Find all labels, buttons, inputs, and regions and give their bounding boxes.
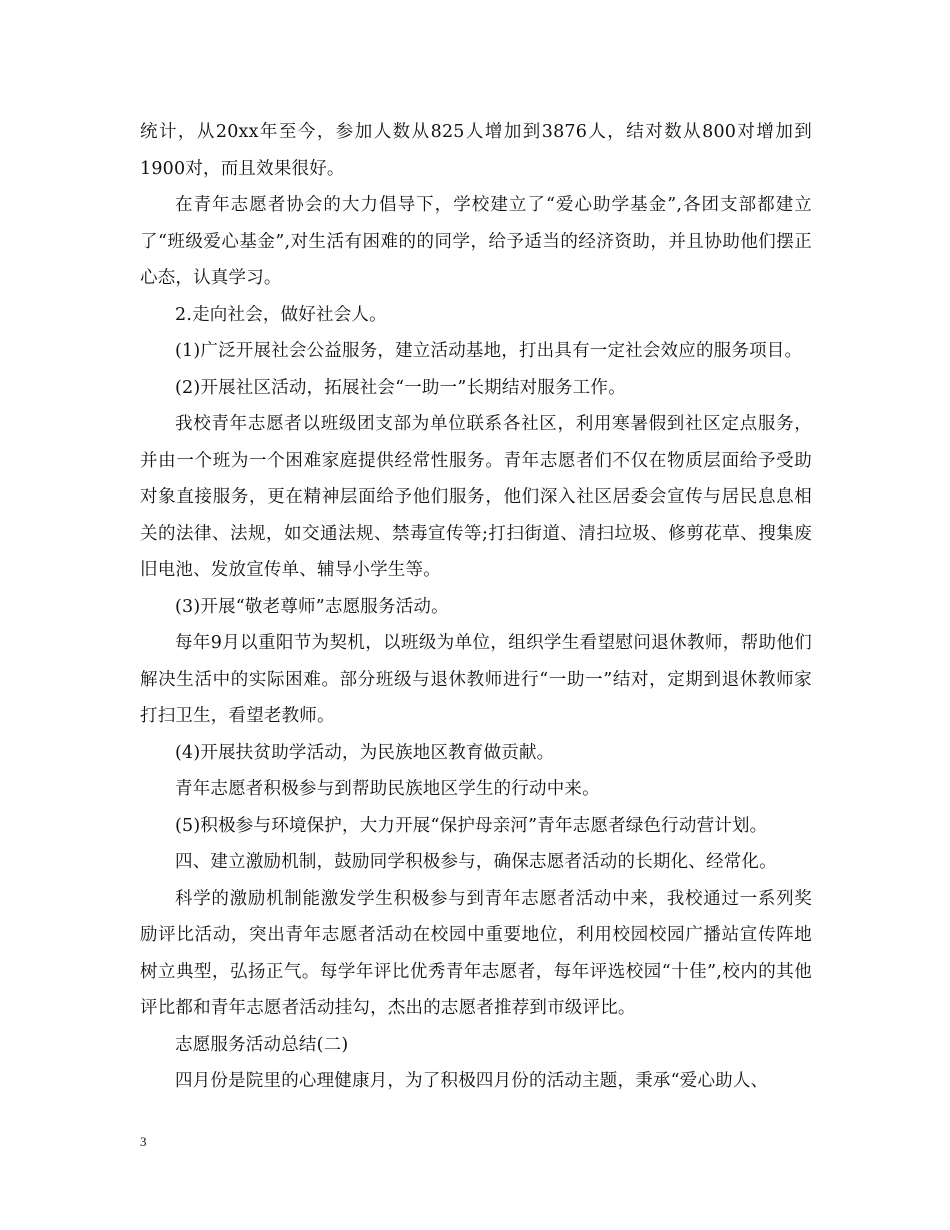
paragraph: 在青年志愿者协会的大力倡导下，学校建立了“爱心助学基金”,各团支部都建立了“班级爱心基金”,对生活有困难的的同学，给予适当的经济资助，并且协助他们摆正心态，认真学习。	[140, 195, 812, 288]
list-item: (5)积极参与环境保护，大力开展“保护母亲河”青年志愿者绿色行动营计划。	[175, 815, 768, 836]
section-title: 志愿服务活动总结(二)	[175, 1034, 349, 1055]
paragraph: 科学的激励机制能激发学生积极参与到青年志愿者活动中来，我校通过一系列奖励评比活动，突出青年志愿者活动在校园中重要地位，利用校园校园广播站宣传阵地树立典型，弘扬正气。每学年评比优秀青年志愿者，每年评选校园“十佳”,校内的其他评比都和青年志愿者活动挂勾，杰出的志愿者推荐到市级评比。	[140, 888, 812, 1018]
list-item: (2)开展社区活动，拓展社会“一助一”长期结对服务工作。	[175, 377, 626, 398]
list-item: (1)广泛开展社会公益服务，建立活动基地，打出具有一定社会效应的服务项目。	[175, 341, 803, 361]
list-item: (3)开展“敬老尊师”志愿服务活动。	[175, 596, 449, 617]
page-number: 3	[140, 1134, 147, 1149]
section-heading: 四、建立激励机制，鼓励同学积极参与，确保志愿者活动的长期化、经常化。	[175, 852, 777, 872]
paragraph: 青年志愿者积极参与到帮助民族地区学生的行动中来。	[175, 779, 600, 799]
paragraph: 我校青年志愿者以班级团支部为单位联系各社区，利用寒暑假到社区定点服务，并由一个班为一个困难家庭提供经常性服务。青年志愿者们不仅在物质层面给予受助对象直接服务，更在精神层面给予他们服务，他们深入社区居委会宣传与居民息息相关的法律、法规，如交通法规、禁毒宣传等;打扫街道、清扫垃圾、修剪花草、搜集废旧电池、发放宣传单、辅导小学生等。	[140, 414, 812, 580]
paragraph: 统计，从20xx年至今，参加人数从825人增加到3876人，结对数从800对增加到1900对，而且效果很好。	[140, 122, 812, 179]
section-heading: 2.走向社会，做好社会人。	[175, 304, 387, 325]
list-item: (4)开展扶贫助学活动，为民族地区教育做贡献。	[175, 742, 555, 763]
paragraph: 每年9月以重阳节为契机，以班级为单位，组织学生看望慰问退休教师，帮助他们解决生活中的实际困难。部分班级与退休教师进行“一助一”结对，定期到退休教师家打扫卫生，看望老教师。	[140, 633, 812, 726]
paragraph: 四月份是院里的心理健康月，为了积极四月份的活动主题，秉承“爱心助人、	[175, 1071, 769, 1091]
document-body	[140, 114, 812, 1100]
